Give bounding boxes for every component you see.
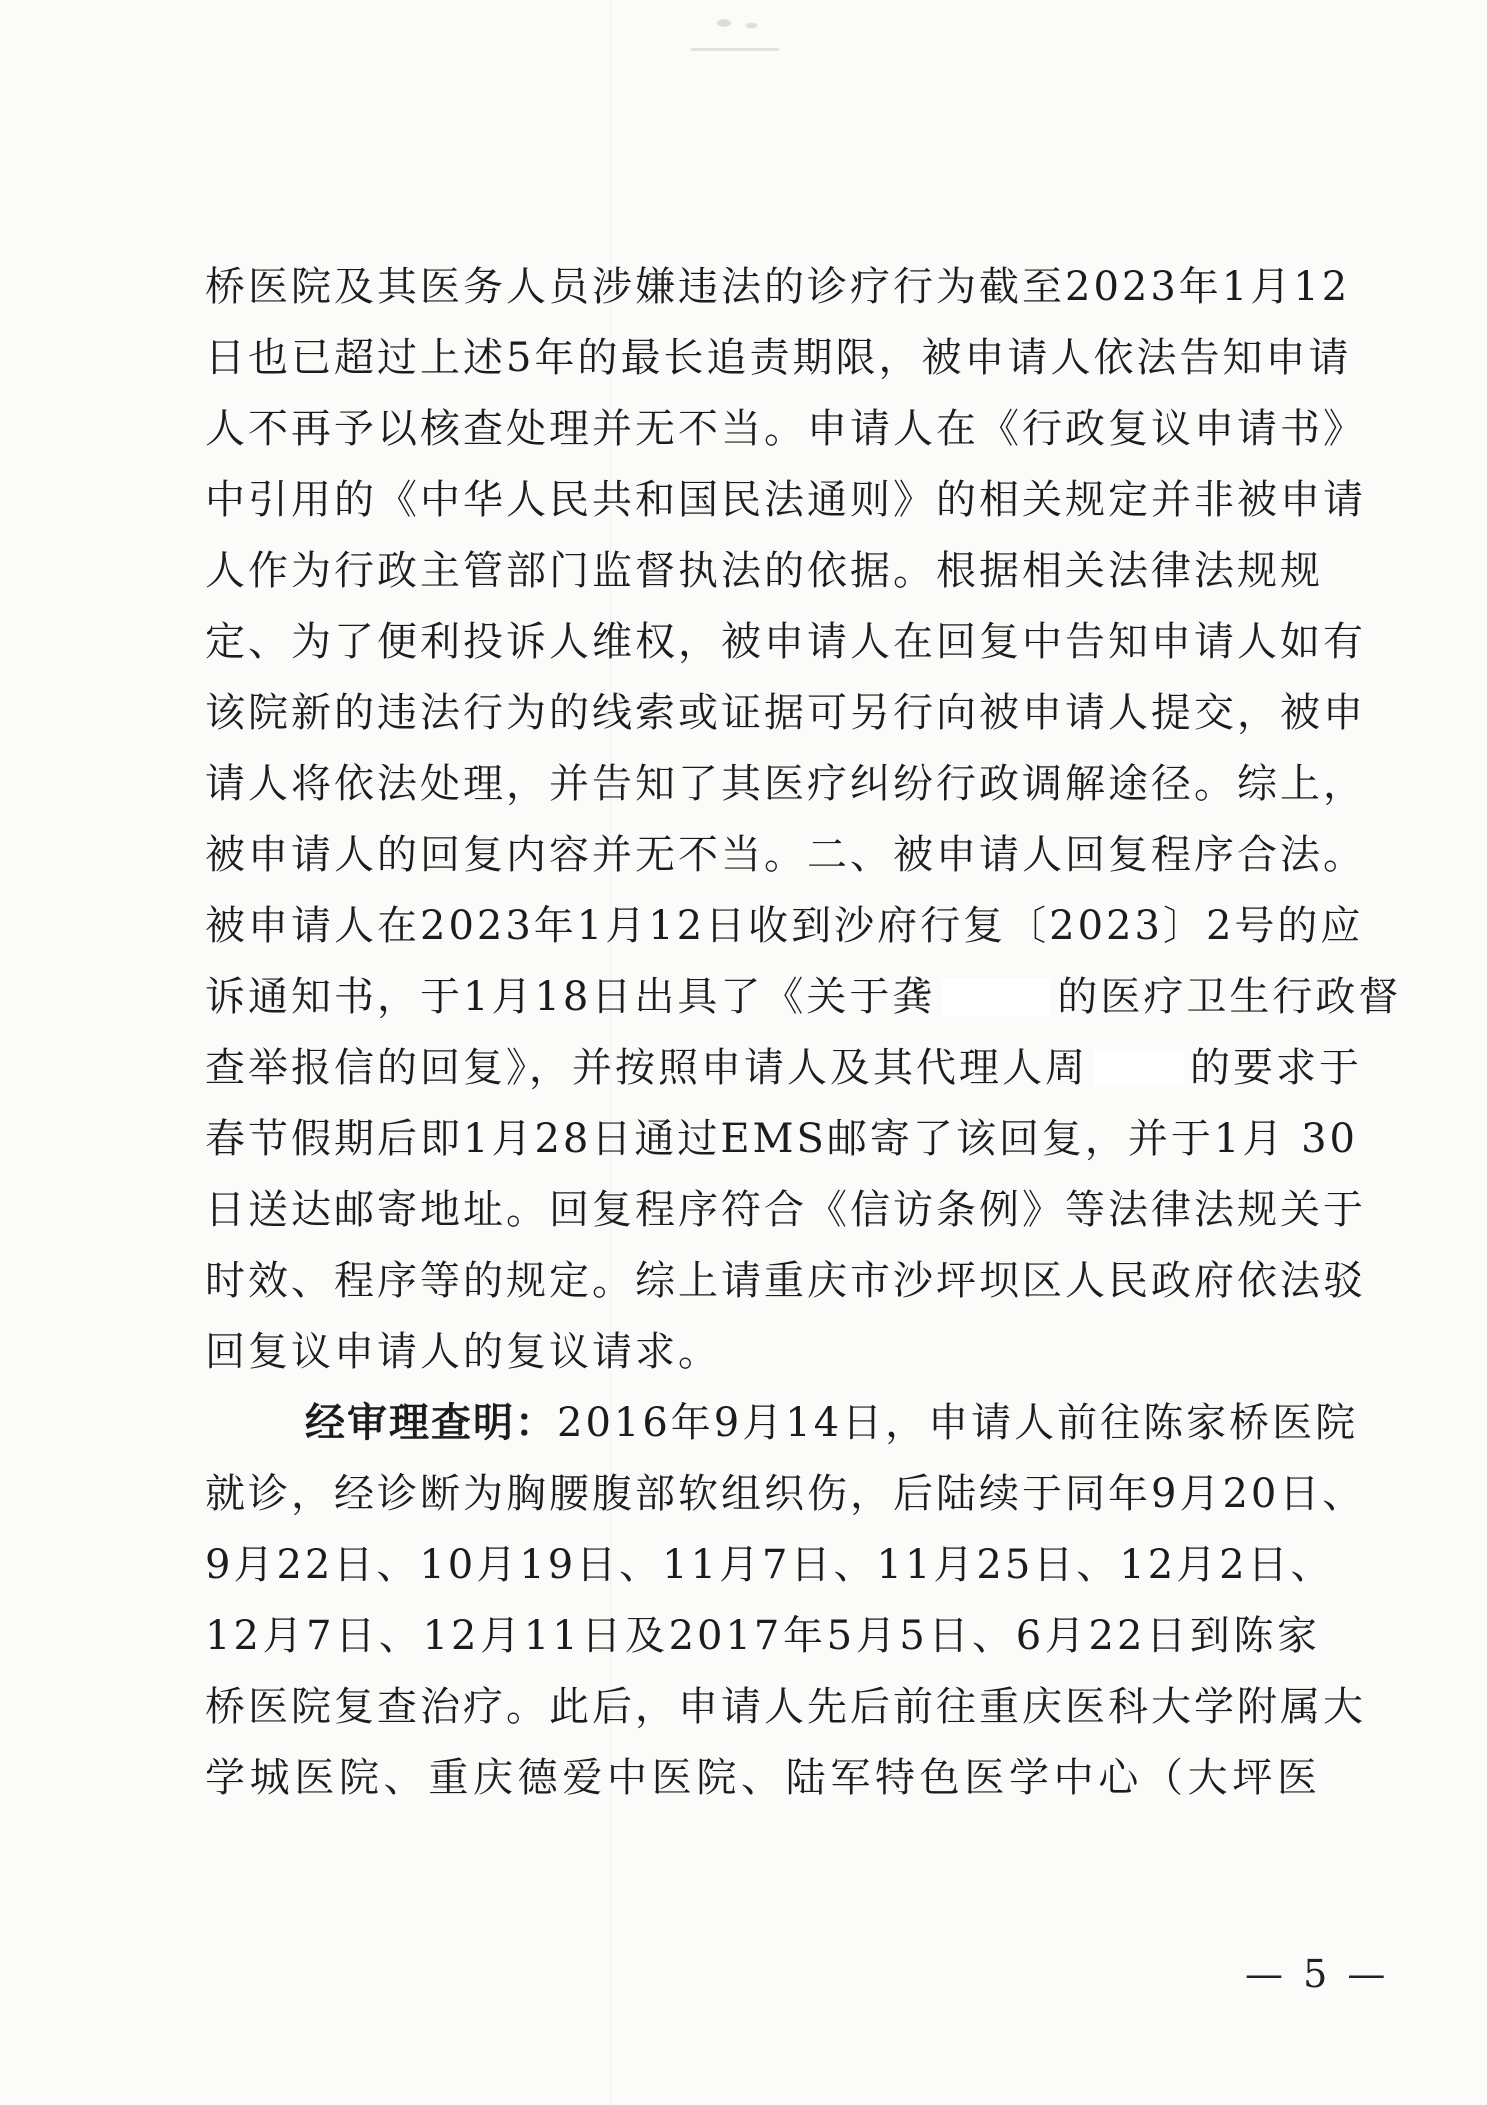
- text-line: 人作为行政主管部门监督执法的依据。根据相关法律法规规: [205, 548, 1323, 594]
- text-segment: 的要求于: [1190, 1045, 1362, 1091]
- text-line: 学城医院、重庆德爱中医院、陆军特色医学中心（大坪医: [205, 1755, 1320, 1801]
- page-number: — 5 —: [1245, 1952, 1390, 1996]
- redaction-box: [941, 978, 1051, 1016]
- text-line: 日也已超过上述5年的最长追责期限，被申请人依法告知申请: [205, 335, 1352, 381]
- text-line: 定、为了便利投诉人维权，被申请人在回复中告知申请人如有: [205, 619, 1366, 665]
- text-line: 时效、程序等的规定。综上请重庆市沙坪坝区人民政府依法驳: [205, 1258, 1366, 1304]
- text-segment: 的医疗卫生行政督: [1057, 974, 1402, 1020]
- text-line: 被申请人在2023年1月12日收到沙府行复〔2023〕2号的应: [205, 903, 1364, 949]
- text-segment: 查举报信的回复》，并按照申请人及其代理人周: [205, 1045, 1088, 1091]
- text-line-with-redaction: [205, 962, 1402, 1033]
- text-line: 春节假期后即1月28日通过EMS邮寄了该回复，并于1月 30: [205, 1116, 1358, 1162]
- paragraph-start-line: [205, 1388, 1359, 1459]
- faint-stamp-mark: [680, 8, 790, 58]
- text-line: 9月22日、10月19日、11月7日、11月25日、12月2日、: [205, 1542, 1334, 1588]
- text-line: 就诊，经诊断为胸腰腹部软组织伤，后陆续于同年9月20日、: [205, 1471, 1366, 1517]
- text-line: 被申请人的回复内容并无不当。二、被申请人回复程序合法。: [205, 832, 1366, 878]
- redaction-box: [1094, 1049, 1184, 1087]
- text-line: 请人将依法处理，并告知了其医疗纠纷行政调解途径。综上，: [205, 761, 1366, 807]
- text-line: 桥医院复查治疗。此后，申请人先后前往重庆医科大学附属大: [205, 1684, 1366, 1730]
- text-line: 人不再予以核查处理并无不当。申请人在《行政复议申请书》: [205, 406, 1366, 452]
- text-line: 12月7日、12月11日及2017年5月5日、6月22日到陈家: [205, 1613, 1320, 1659]
- document-body: [205, 252, 1402, 1814]
- text-line: 该院新的违法行为的线索或证据可另行向被申请人提交，被申: [205, 690, 1366, 736]
- text-line: 中引用的《中华人民共和国民法通则》的相关规定并非被申请: [205, 477, 1366, 523]
- section-label: 经审理查明：: [305, 1400, 557, 1446]
- text-line: 桥医院及其医务人员涉嫌违法的诊疗行为截至2023年1月12: [205, 264, 1351, 310]
- text-line: 回复议申请人的复议请求。: [205, 1329, 721, 1375]
- text-segment: 诉通知书，于1月18日出具了《关于龚: [205, 974, 936, 1020]
- text-line-with-redaction: [205, 1033, 1362, 1104]
- text-line: 日送达邮寄地址。回复程序符合《信访条例》等法律法规关于: [205, 1187, 1366, 1233]
- text-segment: 2016年9月14日，申请人前往陈家桥医院: [557, 1400, 1359, 1446]
